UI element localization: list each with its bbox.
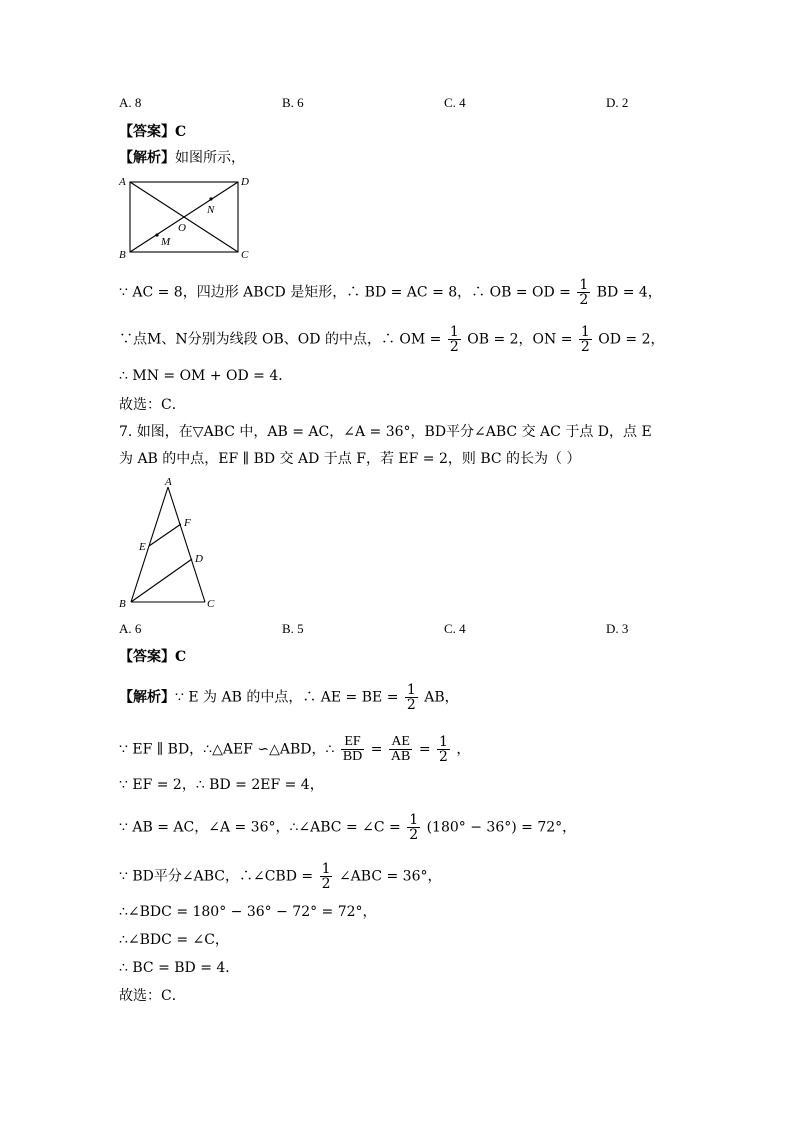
q6-answer: 【答案】C bbox=[119, 124, 187, 140]
q7-option-b: B. 5 bbox=[282, 621, 304, 636]
q7-step-7: ∴∠BDC = ∠C， bbox=[119, 932, 229, 948]
fraction-half bbox=[407, 813, 420, 842]
q7-step-2-tail: ， bbox=[456, 741, 471, 758]
q7-step-8: ∴ BC = BD = 4． bbox=[119, 960, 240, 976]
q6-option-c: C. 4 bbox=[444, 95, 466, 110]
fraction-ae-ab bbox=[389, 735, 412, 764]
q6-step-2-mid: OB = 2，ON = bbox=[467, 331, 573, 348]
q6-option-b: B. 6 bbox=[282, 95, 304, 110]
label-b: B bbox=[119, 598, 126, 610]
q6-step-1-text: ∵ AC = 8，四边形 ABCD 是矩形，∴ BD = AC = 8，∴ OB = OD = bbox=[119, 284, 571, 301]
q7-step-4 bbox=[119, 813, 576, 842]
q6-analysis-tag: 【解析】 bbox=[119, 150, 175, 166]
fraction-num: 1 bbox=[580, 324, 590, 340]
q6-step-2-tail: OD = 2， bbox=[598, 331, 665, 348]
fraction-ef-bd bbox=[341, 735, 364, 764]
fraction-den: 2 bbox=[580, 339, 590, 355]
q7-step-1 bbox=[119, 683, 459, 712]
side-ac bbox=[168, 487, 205, 602]
q6-option-d: D. 2 bbox=[606, 95, 629, 110]
fraction-num: AE bbox=[389, 735, 412, 750]
fraction-den: 2 bbox=[449, 339, 459, 355]
label-f: F bbox=[184, 517, 191, 529]
label-a: A bbox=[119, 176, 126, 188]
label-o: O bbox=[178, 222, 186, 234]
q7-step-1-tail: AB， bbox=[424, 689, 459, 706]
segment-ef bbox=[149, 524, 181, 546]
fraction-den: BD bbox=[342, 749, 363, 764]
label-c: C bbox=[241, 249, 249, 261]
q7-stem-line-1: 7. 如图，在▽ABC 中，AB = AC，∠A = 36°，BD平分∠ABC 交 AC 于点 D，点 E bbox=[119, 424, 652, 440]
fraction-half bbox=[448, 325, 461, 354]
label-c: C bbox=[207, 598, 215, 610]
q7-triangle-figure bbox=[115, 474, 225, 614]
q7-step-5 bbox=[119, 862, 441, 891]
fraction-num: 1 bbox=[449, 324, 459, 340]
q6-options bbox=[119, 95, 679, 115]
q7-options bbox=[119, 621, 679, 641]
label-a: A bbox=[165, 476, 172, 488]
q6-step-1-tail: BD = 4， bbox=[596, 284, 662, 301]
q7-step-3: ∵ EF = 2，∴ BD = 2EF = 4， bbox=[119, 777, 324, 793]
fraction-half bbox=[437, 735, 450, 764]
equals-sign: = bbox=[418, 741, 431, 758]
point-n bbox=[209, 197, 212, 200]
fraction-num: 1 bbox=[409, 812, 419, 828]
q7-step-2 bbox=[119, 735, 470, 764]
fraction-den: 2 bbox=[321, 876, 331, 892]
label-d: D bbox=[241, 176, 249, 188]
fraction-num: 1 bbox=[321, 861, 331, 877]
fraction-half bbox=[405, 683, 418, 712]
side-ab bbox=[131, 487, 168, 602]
label-e: E bbox=[139, 541, 146, 553]
q6-step-2-text: ∵点M、N分别为线段 OB、OD 的中点，∴ OM = bbox=[119, 331, 442, 348]
q7-stem-line-2: 为 AB 的中点，EF ∥ BD 交 AD 于点 F，若 EF = 2，则 BC 的长为（ ） bbox=[119, 451, 581, 467]
q7-step-4-tail: (180° − 36°) = 72°， bbox=[426, 819, 577, 836]
q7-conclusion: 故选：C． bbox=[119, 988, 186, 1004]
equals-sign: = bbox=[370, 741, 383, 758]
fraction-num: 1 bbox=[406, 682, 416, 698]
fraction-den: 2 bbox=[409, 827, 419, 843]
q7-step-2-text: ∵ EF ∥ BD，∴△AEF ∽△ABD，∴ bbox=[119, 741, 335, 758]
q6-option-a: A. 8 bbox=[119, 95, 142, 110]
q7-step-5-tail: ∠ABC = 36°， bbox=[338, 868, 442, 885]
fraction-den: AB bbox=[390, 749, 411, 764]
q6-conclusion: 故选：C． bbox=[119, 397, 186, 413]
label-b: B bbox=[119, 249, 126, 261]
point-m bbox=[155, 233, 158, 236]
q7-step-4-text: ∵ AB = AC，∠A = 36°，∴∠ABC = ∠C = bbox=[119, 819, 401, 836]
fraction-half bbox=[320, 862, 333, 891]
label-m: M bbox=[161, 236, 171, 248]
fraction-half bbox=[579, 325, 592, 354]
fraction-den: 2 bbox=[579, 292, 589, 308]
segment-bd bbox=[131, 559, 192, 602]
q6-analysis-intro bbox=[119, 147, 245, 167]
q7-step-6: ∴∠BDC = 180° − 36° − 72° = 72°， bbox=[119, 904, 377, 920]
fraction-num: EF bbox=[341, 735, 364, 750]
q6-step-1 bbox=[119, 278, 662, 307]
q6-step-2 bbox=[119, 325, 665, 354]
fraction-den: 2 bbox=[439, 749, 448, 765]
q7-answer: 【答案】C bbox=[119, 649, 187, 665]
q6-step-3: ∴ MN = OM + OD = 4． bbox=[119, 368, 293, 384]
fraction-half bbox=[577, 278, 590, 307]
q7-option-c: C. 4 bbox=[444, 621, 466, 636]
q7-option-a: A. 6 bbox=[119, 621, 142, 636]
label-d: D bbox=[195, 553, 203, 565]
q7-analysis-tag: 【解析】 bbox=[119, 689, 175, 706]
fraction-num: 1 bbox=[579, 277, 589, 293]
q7-option-d: D. 3 bbox=[606, 621, 629, 636]
q6-analysis-text: 如图所示， bbox=[175, 150, 245, 166]
q7-step-1-text: ∵ E 为 AB 的中点，∴ AE = BE = bbox=[175, 689, 399, 706]
label-n: N bbox=[207, 204, 215, 216]
q7-step-5-text: ∵ BD平分∠ABC，∴∠CBD = bbox=[119, 868, 314, 885]
fraction-num: 1 bbox=[439, 734, 448, 750]
q6-rectangle-figure bbox=[115, 170, 260, 262]
fraction-den: 2 bbox=[406, 697, 416, 713]
